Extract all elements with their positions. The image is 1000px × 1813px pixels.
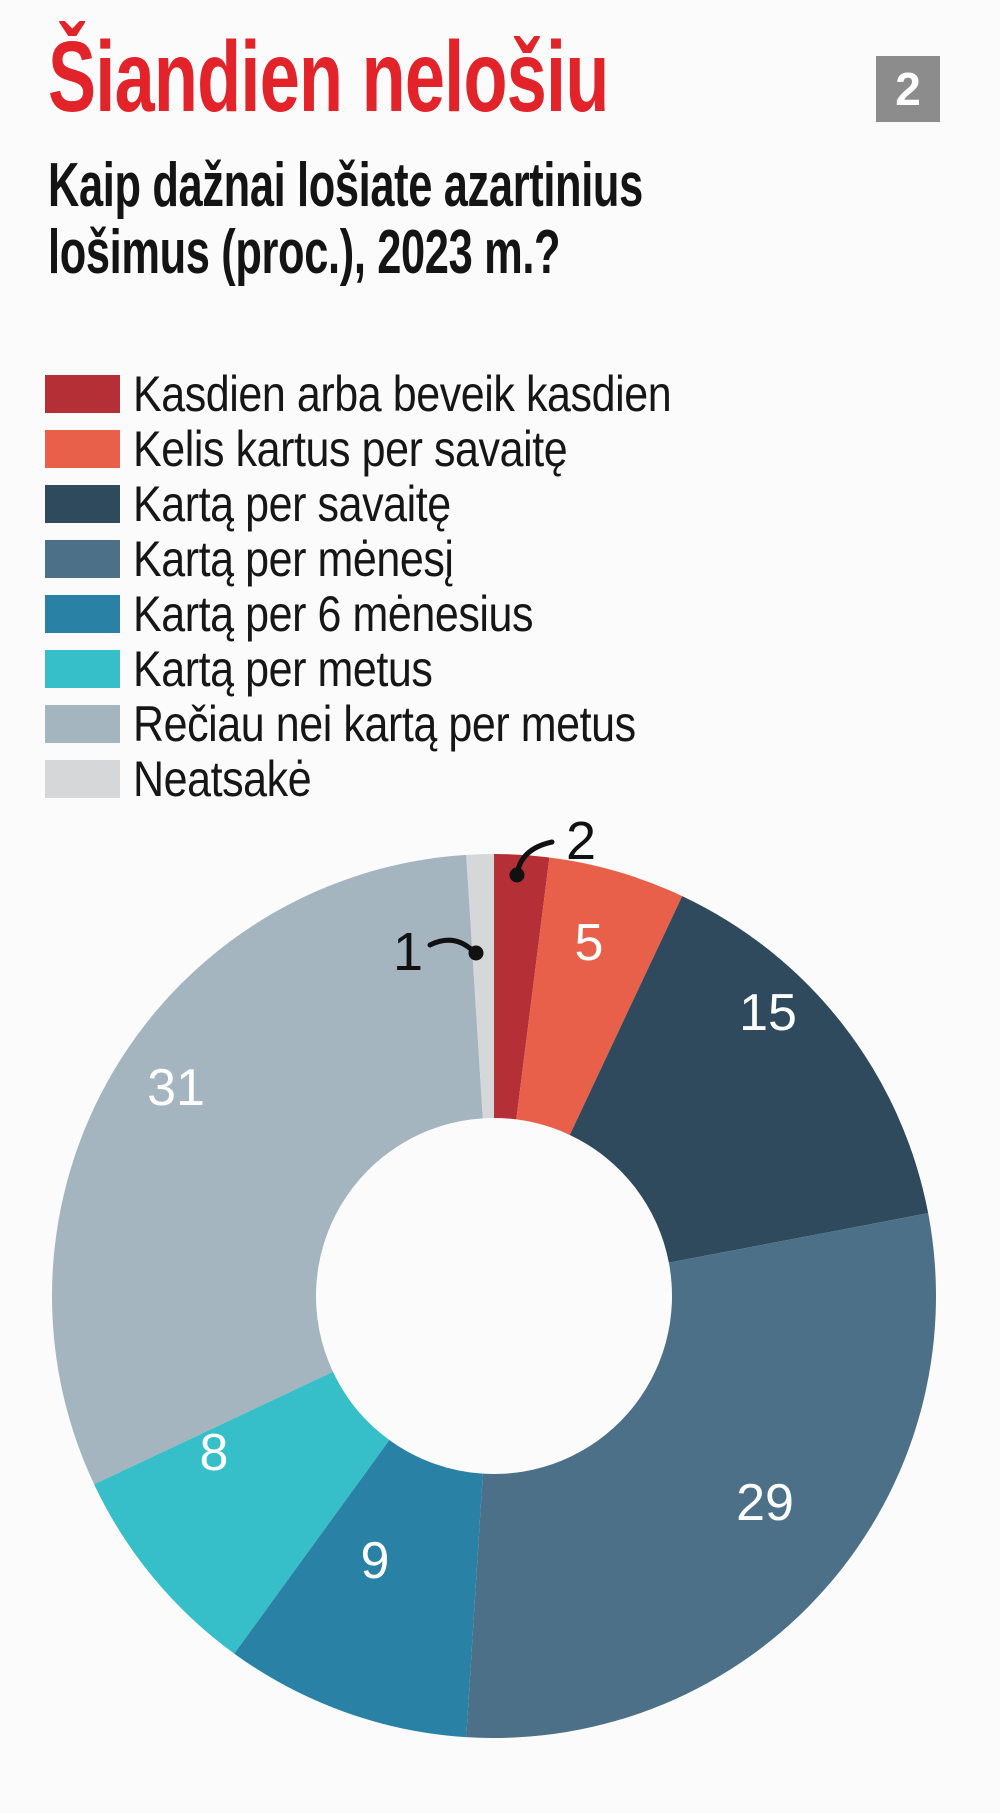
legend-swatch (45, 650, 120, 688)
legend-label: Kartą per 6 mėnesius (133, 585, 534, 642)
legend-item (45, 531, 759, 586)
legend-label: Rečiau nei kartą per metus (133, 695, 636, 752)
legend-swatch (45, 485, 120, 523)
legend-item (45, 641, 759, 696)
page-title: Šiandien nelošiu (48, 21, 609, 133)
slice-value-callout-label: 2 (566, 811, 597, 871)
legend-label: Kartą per savaitę (133, 475, 451, 532)
legend-label: Kartą per metus (133, 640, 433, 697)
donut-chart-area (0, 713, 1000, 1813)
callout-dot (469, 946, 484, 961)
slice-value-label: 29 (736, 1474, 794, 1532)
legend-item (45, 586, 759, 641)
legend-swatch (45, 595, 120, 633)
callout-dot (510, 868, 525, 883)
donut-chart (0, 713, 1000, 1813)
legend-label: Kasdien arba beveik kasdien (133, 365, 672, 422)
legend-label: Kartą per mėnesį (133, 530, 454, 587)
slice-value-label: 9 (360, 1532, 390, 1590)
slice-value-label: 31 (147, 1059, 205, 1117)
chart-question-line2: lošimus (proc.), 2023 m.? (48, 218, 561, 287)
slice-value-label: 5 (574, 914, 604, 972)
legend-item (45, 366, 759, 421)
legend-item (45, 421, 759, 476)
chart-question-line1: Kaip dažnai lošiate azartinius (48, 151, 643, 220)
legend-label: Kelis kartus per savaitę (133, 420, 568, 477)
legend-label: Neatsakė (133, 750, 312, 807)
legend-item (45, 476, 759, 531)
slice-value-callout-label: 1 (392, 922, 424, 982)
page-number-badge (876, 56, 940, 122)
chart-question (48, 152, 643, 286)
legend-swatch (45, 430, 120, 468)
slice-value-label: 8 (199, 1424, 229, 1482)
slice-value-label: 15 (739, 984, 797, 1042)
page-number: 2 (895, 63, 921, 115)
legend-swatch (45, 375, 120, 413)
legend-swatch (45, 540, 120, 578)
donut-slice-4 (466, 1213, 936, 1738)
